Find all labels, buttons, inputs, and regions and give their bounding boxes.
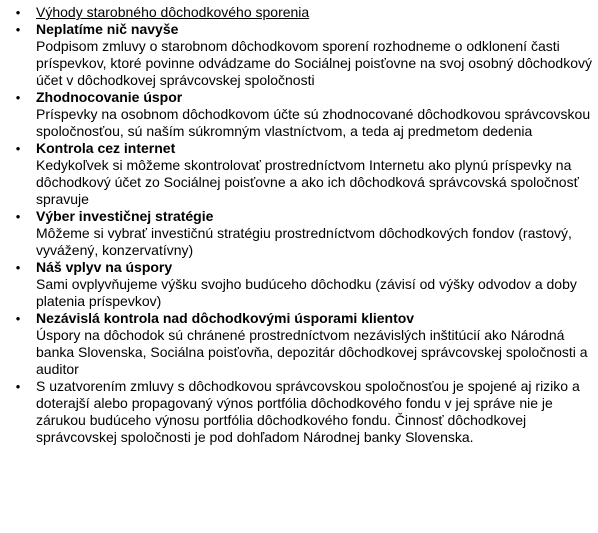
list-item <box>0 21 598 89</box>
item-text: Sami ovplyvňujeme výšku svojho budúceho dôchodku (závisí od výšky odvodov a doby platenia príspevkov) <box>36 276 577 309</box>
item-text: Podpisom zmluvy o starobnom dôchodkovom sporení rozhodneme o odklonení časti príspevkov, ktoré povinne odvádzame do Sociálnej poisťovne na svoj osobný dôchodkový účet v dôchodkovej správcovskej spoločnosti <box>36 38 592 88</box>
list-item <box>0 310 598 378</box>
item-text: Kedykoľvek si môžeme skontrolovať prostredníctvom Internetu ako plynú príspevky na dôchodkový účet zo Sociálnej poisťovne a ako ich dôchodková správcovská spoločnosť spravuje <box>36 157 579 207</box>
closing-text: S uzatvorením zmluvy s dôchodkovou správcovskou spoločnosťou je spojené aj riziko a doterajší alebo propagovaný výnos portfólia dôchodkového fondu v jej správe nie je zárukou budúceho výnosu portfólia dôchodkového fondu. Činnosť dôchodkovej správcovskej spoločnosti je pod dohľadom Národnej banky Slovenska. <box>36 378 580 445</box>
bullet-icon: • <box>15 90 21 105</box>
list-item-closing <box>0 378 598 446</box>
item-heading: Výber investičnej stratégie <box>36 208 214 224</box>
list-item-intro <box>0 4 598 21</box>
item-text: Príspevky na osobnom dôchodkovom účte sú zhodnocované dôchodkovou správcovskou spoločnosťou, sú naším súkromným vlastníctvom, a teda aj predmetom dedenia <box>36 106 591 139</box>
item-heading: Kontrola cez internet <box>36 140 176 156</box>
list-item <box>0 259 598 310</box>
item-heading: Neplatíme nič navyše <box>36 21 179 37</box>
list-item <box>0 89 598 140</box>
bullet-icon: • <box>15 5 21 20</box>
list-item <box>0 140 598 208</box>
item-heading: Náš vplyv na úspory <box>36 259 173 275</box>
item-heading: Nezávislá kontrola nad dôchodkovými úsporami klientov <box>36 310 415 326</box>
intro-link[interactable]: Výhody starobného dôchodkového sporenia <box>36 4 310 20</box>
bullet-icon: • <box>15 141 21 156</box>
list-item <box>0 208 598 259</box>
bullet-icon: • <box>15 22 21 37</box>
bullet-icon: • <box>15 260 21 275</box>
item-text: Úspory na dôchodok sú chránené prostredníctvom nezávislých inštitúcií ako Národná banka Slovenska, Sociálna poisťovňa, depozitár dôchodkovej správcovskej spoločnosti a auditor <box>36 327 588 377</box>
item-heading: Zhodnocovanie úspor <box>36 89 183 105</box>
bullet-icon: • <box>15 311 21 326</box>
item-text: Môžeme si vybrať investičnú stratégiu prostredníctvom dôchodkových fondov (rastový, vyvážený, konzervatívny) <box>36 225 572 258</box>
bullet-icon: • <box>15 379 21 394</box>
bullet-icon: • <box>15 209 21 224</box>
